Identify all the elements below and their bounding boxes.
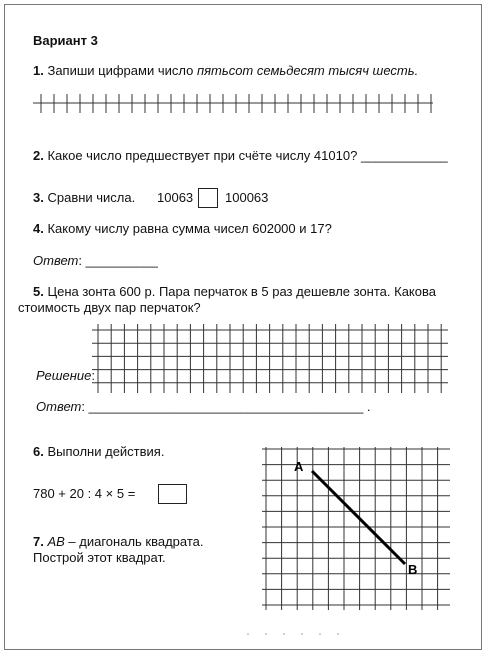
task5-solution-colon: :	[91, 368, 96, 383]
point-b-label: B	[408, 562, 418, 577]
task6-number: 6.	[33, 444, 44, 459]
task3-text: Сравни числа.	[47, 190, 136, 205]
task5-answer-blank[interactable]: : ______________________________________ .	[81, 399, 371, 414]
task3-right-value: 100063	[225, 190, 269, 205]
task1-text: Запиши цифрами число	[47, 63, 197, 78]
task1-number-words: пятьсот семьдесят тысяч шесть.	[196, 63, 419, 78]
task7-text: – диагональ квадрата.	[64, 534, 204, 549]
task3-number: 3.	[33, 190, 44, 205]
task4-text: Какому числу равна сумма чисел 602000 и 17?	[47, 221, 332, 236]
task3-left-value: 10063	[157, 190, 194, 205]
task2-text: Какое число предшествует при счёте числу 41010?	[47, 148, 358, 163]
task2-number: 2.	[33, 148, 44, 163]
point-a-label: A	[294, 459, 304, 474]
task7-number: 7.	[33, 534, 44, 549]
task7-segment-name: AB	[47, 534, 65, 549]
task5-text-line1: Цена зонта 600 р. Пара перчаток в 5 раз дешевле зонта. Какова	[47, 284, 436, 299]
task1-number: 1.	[33, 63, 44, 78]
task7-line2: Построй этот квадрат.	[33, 550, 166, 565]
task6-expression: 780 + 20 : 4 × 5 =	[33, 486, 136, 501]
task4-number: 4.	[33, 221, 44, 236]
task6-text: Выполни действия.	[47, 444, 165, 459]
task5-answer-label: Ответ	[36, 399, 82, 414]
task4-answer-blank[interactable]: : __________	[78, 253, 158, 268]
variant-title: Вариант 3	[33, 33, 98, 48]
task5-line2: стоимость двух пар перчаток?	[18, 300, 201, 315]
task5-solution-label: Решение	[36, 368, 92, 383]
task2-answer-blank[interactable]: ____________	[360, 148, 448, 163]
task4-answer-label: Ответ	[33, 253, 79, 268]
task5-number: 5.	[33, 284, 44, 299]
